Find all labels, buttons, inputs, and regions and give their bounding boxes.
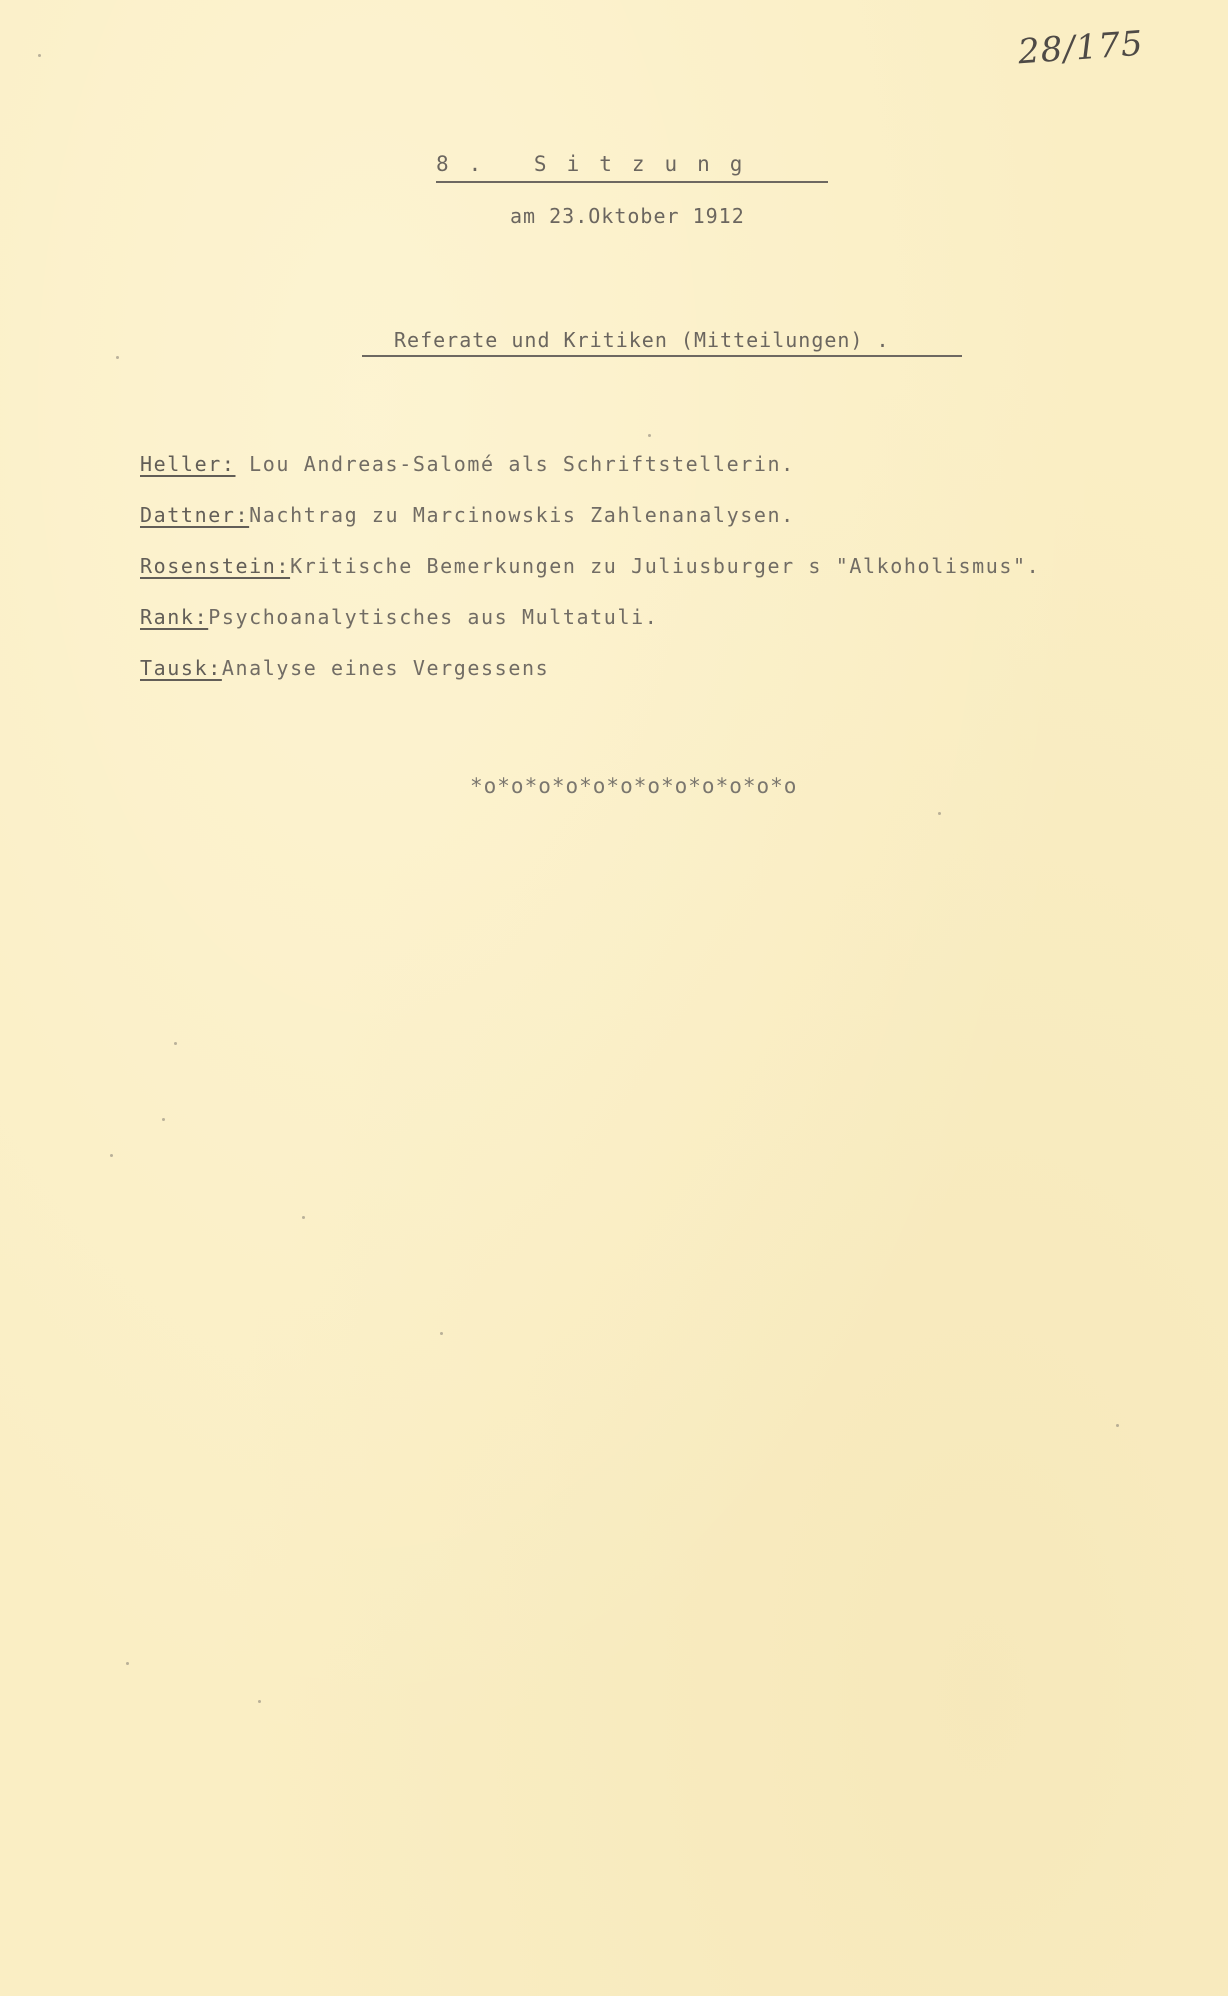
paper-speck [938, 812, 941, 815]
lecture-entry [140, 656, 1040, 707]
paper-speck [38, 54, 41, 57]
paper-speck [126, 1662, 129, 1665]
paper-speck [648, 434, 651, 437]
section-heading: Referate und Kritiken (Mitteilungen) . [394, 328, 890, 352]
entry-speaker: Dattner: [140, 503, 250, 527]
paper-speck [116, 356, 119, 359]
entry-topic: Nachtrag zu Marcinowskis Zahlenanalysen. [249, 503, 795, 527]
entry-speaker: Heller: [140, 452, 236, 476]
lecture-entry [140, 605, 1040, 656]
lecture-entry [140, 554, 1040, 605]
session-title: 8. Sitzung [436, 152, 763, 176]
paper-speck [110, 1154, 113, 1157]
paper-speck [302, 1216, 305, 1219]
entry-topic: Analyse eines Vergessens [221, 656, 550, 680]
lecture-entry [140, 452, 1040, 503]
paper-speck [162, 1118, 165, 1121]
section-heading-underline [362, 355, 962, 357]
ornament-divider: *o*o*o*o*o*o*o*o*o*o*o*o [470, 774, 798, 798]
paper-speck [174, 1042, 177, 1045]
entry-speaker: Tausk: [140, 656, 222, 680]
entry-topic: Lou Andreas-Salomé als Schriftstellerin. [235, 452, 795, 476]
archive-number: 28/175 [1016, 23, 1145, 73]
paper-speck [440, 1332, 443, 1335]
paper-speck [258, 1700, 261, 1703]
lecture-list [140, 452, 1040, 707]
lecture-entry [140, 503, 1040, 554]
session-date: am 23.Oktober 1912 [510, 204, 745, 228]
paper-speck [1116, 1424, 1119, 1427]
entry-topic: Psychoanalytisches aus Multatuli. [208, 605, 659, 629]
entry-speaker: Rank: [140, 605, 209, 629]
session-title-underline [436, 181, 828, 183]
entry-topic: Kritische Bemerkungen zu Juliusburger s "Alkoholismus". [290, 554, 1041, 578]
entry-speaker: Rosenstein: [140, 554, 291, 578]
